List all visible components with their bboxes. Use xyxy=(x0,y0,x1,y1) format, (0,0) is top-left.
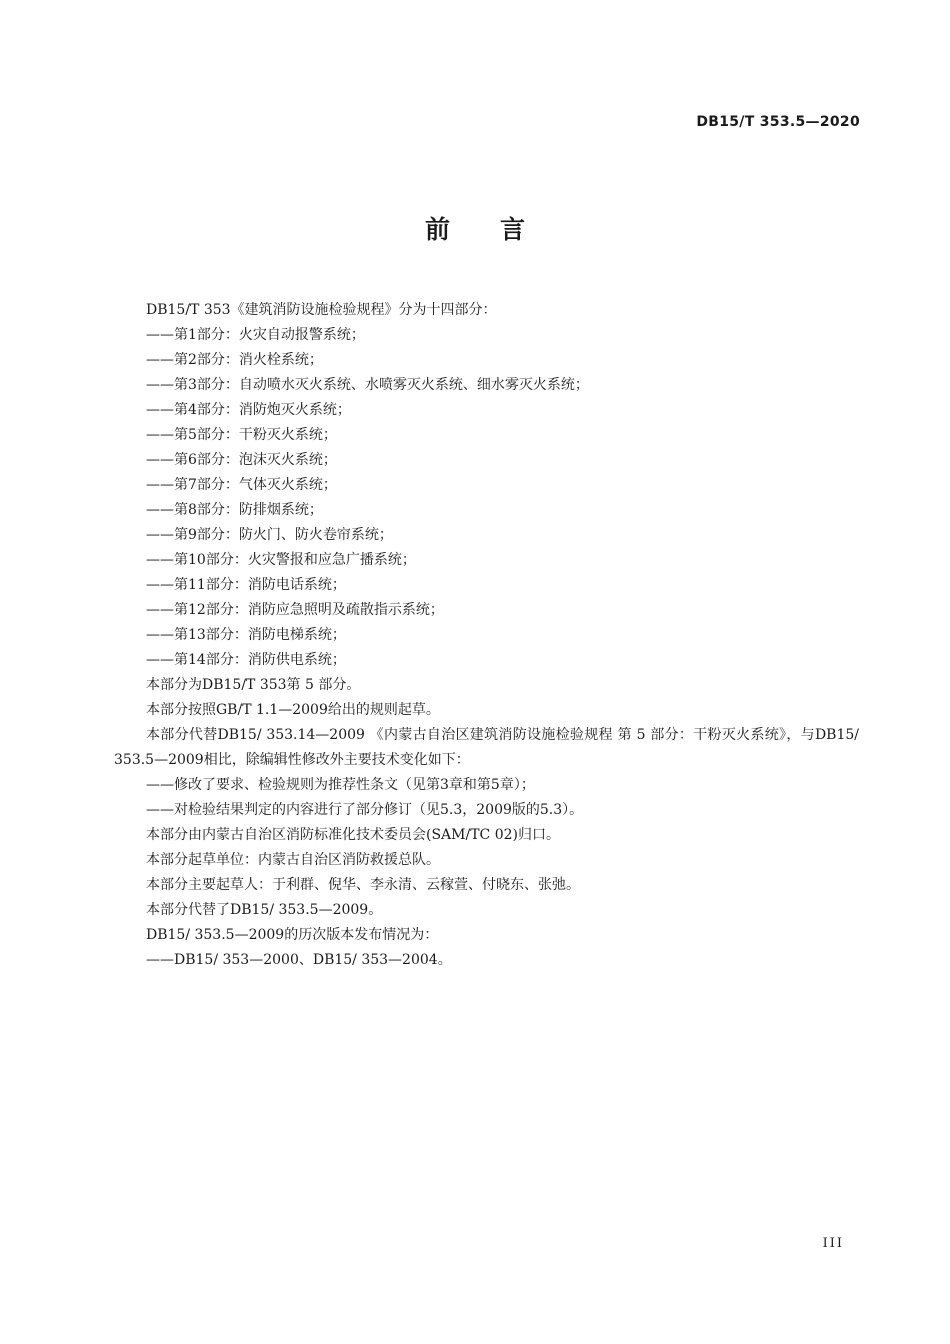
list-item-part-14: ——第14部分：消防供电系统； xyxy=(146,652,346,668)
list-item-part-10: ——第10部分：火灾警报和应急广播系统； xyxy=(146,552,416,568)
paragraph-this-part: 本部分为DB15/T 353第 5 部分。 xyxy=(146,677,361,693)
list-item-part-3: ——第3部分：自动喷水灭火系统、水喷雾灭火系统、细水雾灭火系统； xyxy=(146,377,589,393)
paragraph-drafters: 本部分主要起草人：于利群、倪华、李永清、云稼萱、付晓东、张弛。 xyxy=(146,877,580,893)
list-item-part-6: ——第6部分：泡沫灭火系统； xyxy=(146,452,337,468)
page-number: III xyxy=(822,1236,844,1251)
paragraph-drafting-rules: 本部分按照GB/T 1.1—2009给出的规则起草。 xyxy=(146,702,440,718)
list-item-part-7: ——第7部分：气体灭火系统； xyxy=(146,477,337,493)
paragraph-replaced: 本部分代替了DB15/ 353.5—2009。 xyxy=(146,902,383,918)
list-item-part-9: ——第9部分：防火门、防火卷帘系统； xyxy=(146,527,393,543)
list-item-change-2: ——对检验结果判定的内容进行了部分修订（见5.3，2009版的5.3）。 xyxy=(146,802,584,818)
foreword-body xyxy=(114,298,859,973)
list-item-history: ——DB15/ 353—2000、DB15/ 353—2004。 xyxy=(146,952,452,968)
paragraph-drafting-unit: 本部分起草单位：内蒙古自治区消防救援总队。 xyxy=(146,852,440,868)
paragraph-replacement: 本部分代替DB15/ 353.14—2009 《内蒙古自治区建筑消防设施检验规程 第 5 部分：干粉灭火系统》，与DB15/ 353.5—2009相比，除编辑性修改外主要技术变化如下： xyxy=(114,727,859,768)
paragraph-history-intro: DB15/ 353.5—2009的历次版本发布情况为： xyxy=(146,927,439,943)
page-title xyxy=(0,210,950,246)
page-title-char-2: 言 xyxy=(500,215,526,244)
page-title-char-1: 前 xyxy=(424,215,450,244)
list-item-part-4: ——第4部分：消防炮灭火系统； xyxy=(146,402,351,418)
list-item-part-12: ——第12部分：消防应急照明及疏散指示系统； xyxy=(146,602,444,618)
list-item-part-13: ——第13部分：消防电梯系统； xyxy=(146,627,346,643)
list-item-part-5: ——第5部分：干粉灭火系统； xyxy=(146,427,337,443)
list-item-part-1: ——第1部分：火灾自动报警系统； xyxy=(146,327,365,343)
list-item-part-8: ——第8部分：防排烟系统； xyxy=(146,502,323,518)
paragraph-committee: 本部分由内蒙古自治区消防标准化技术委员会(SAM/TC 02)归口。 xyxy=(146,827,560,843)
paragraph-intro: DB15/T 353《建筑消防设施检验规程》分为十四部分： xyxy=(146,302,497,318)
list-item-change-1: ——修改了要求、检验规则为推荐性条文（见第3章和第5章）； xyxy=(146,777,535,793)
standard-code: DB15/T 353.5—2020 xyxy=(696,114,860,130)
list-item-part-2: ——第2部分：消火栓系统； xyxy=(146,352,323,368)
list-item-part-11: ——第11部分：消防电话系统； xyxy=(146,577,346,593)
